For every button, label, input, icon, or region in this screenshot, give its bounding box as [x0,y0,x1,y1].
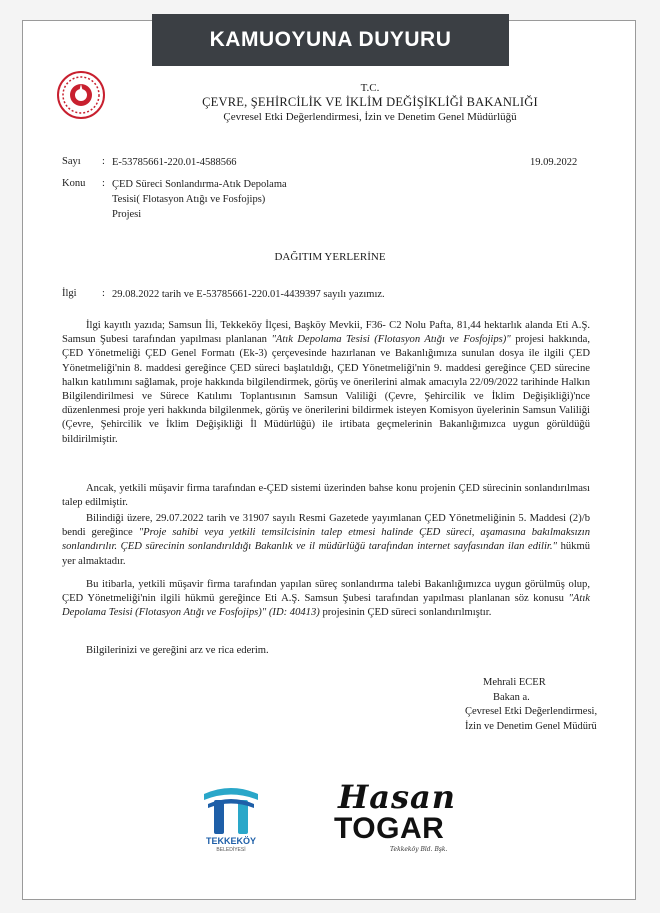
sayi-value: E-53785661-220.01-4588566 [112,157,237,168]
ministry-name: ÇEVRE, ŞEHİRCİLİK VE İKLİM DEĞİŞİKLİĞİ BAKANLIĞI [202,95,538,109]
document-page [22,20,636,900]
signature-block [465,676,615,734]
ilgi-label: İlgi [62,288,77,299]
tekkekoy-logo-icon [200,780,262,836]
document-date: 19.09.2022 [530,157,578,168]
signer-dept-line1: Çevresel Etki Değerlendirmesi, [465,706,598,717]
municipality-sub: BELEDİYESİ [216,847,246,853]
ilgi-colon: : [102,288,105,299]
mayor-signature-logo [330,778,460,868]
signer-name: Mehrali ECER [483,677,546,688]
p1-text-b: projesi hakkında, ÇED Yönetmeliği ÇED Genel Formatı (Ek-3) çerçevesinde hazırlanan ve Bakanlığımıza sunulan dosya ile ilgili ÇED Yönetmeliği'nin 8. maddesi gereğince ÇED süreci başlatıldığı, ÇED Yönetmeliği'nin 9. maddesi gereğince ÇED sürecine halkın katılımını sağlamak, proje hakkında bilgilendirmek, görüş ve önerilerini almak amacıyla 22/09/2022 tarihinde Halkın Bilgilendirilmesi ve Sürece Katılımı Toplantısının Samsun Valiliği (Çevre, Şehircilik ve İklim Değişikliği)'nce düzenlenmesi proje yeri hakkında bilgilenmek, görüş ve önerilerini bildirmek isteyen Komisyon üyelerinin Samsun Valiliği (Çevre, Şehircilik ve İklim Değişikliği İl Müdürlüğü) ile irtibata geçmelerinin Bakanlığımızca uygun görüldüğü bildirilmiştir. [62,334,590,445]
p1-project-name: "Atık Depolama Tesisi (Flotasyon Atığı ve Fosfojips)" [271,334,511,346]
p4-text-a: Bu itibarla, yetkili müşavir firma tarafından yapılan süreç sonlandırma talebi Bakanlığımızca uygun görülmüş olup, ÇED Yönetmeliği'nin ilgili hükmü gereğince Eti A.Ş. Samsun Şubesi tarafından yapılması planlanan söz konusu [62,579,590,605]
p1-text-a: İlgi kayıtlı yazıda; Samsun İli, Tekkeköy İlçesi, Başköy Mevkii, F36- C2 Nolu Pafta, 81,44 hektarlık alanda Eti A.Ş. Samsun Şubesi tarafından yapılması planlanan [62,320,590,346]
mayor-first-name: Hasan [338,778,456,816]
announcement-banner: KAMUOYUNA DUYURU [152,14,509,66]
tc-label: T.C. [360,82,380,94]
konu-line: Tesisi( Flotasyon Atığı ve Fosfojips) [112,194,266,205]
konu-label: Konu [62,178,86,189]
body-paragraph-5 [62,644,590,658]
ministry-emblem-icon [56,70,106,120]
p4-project-id: "Atık Depolama Tesisi (Flotasyon Atığı ve Fosfojips)" (ID: 40413) [62,593,590,619]
konu-line: ÇED Süreci Sonlandırma-Atık Depolama [112,179,287,190]
sayi-colon: : [102,156,105,167]
p5-text: Bilgilerinizi ve gereğini arz ve rica ederim. [86,645,269,656]
distribution-heading: DAĞITIM YERLERİNE [274,251,386,263]
signer-dept-line2: İzin ve Denetim Genel Müdürü [465,720,597,732]
body-paragraph-4 [62,578,590,621]
p3-text-a: Bilindiği üzere, 29.07.2022 tarih ve 31907 sayılı Resmi Gazetede yayımlanan ÇED Yönetmeliğinin 5. Maddesi (2)/b bendi gereğince [62,513,590,539]
letterhead [160,82,580,124]
sayi-label: Sayı [62,156,81,167]
p2-text: Ancak, yetkili müşavir firma tarafından e-ÇED sistemi üzerinden bahse konu projenin ÇED sürecinin sonlandırılması talep edilmiştir. [62,483,590,509]
tekkekoy-municipality-logo [196,780,266,860]
mayor-last-name: TOGAR [334,812,445,845]
p4-text-b: projesinin ÇED süreci sonlandırılmıştır. [319,607,492,619]
body-paragraph-2 [62,482,590,510]
konu-colon: : [102,178,105,189]
signer-title: Bakan a. [493,691,530,703]
body-paragraph-1 [62,319,590,447]
konu-line: Projesi [112,209,142,220]
municipality-name: TEKKEKÖY [205,836,256,846]
mayor-tagline: Tekkeköy Bld. Bşk. [390,846,448,853]
p3-text-b: hükmü yer almaktadır. [62,541,590,567]
department-name: Çevresel Etki Değerlendirmesi, İzin ve Denetim Genel Müdürlüğü [223,111,517,123]
ilgi-value: 29.08.2022 tarih ve E-53785661-220.01-4439397 sayılı yazımız. [112,289,385,300]
p3-quote: "Proje sahibi veya yetkili temsilcisinin talep etmesi halinde ÇED süreci, aşamasına bakılmaksızın sonlandırılır. ÇED sürecinin sonlandırıldığı Bakanlık ve il müdürlüğü tarafından internet sayfasından ilan edilir." [62,527,590,553]
body-paragraph-3 [62,512,590,569]
